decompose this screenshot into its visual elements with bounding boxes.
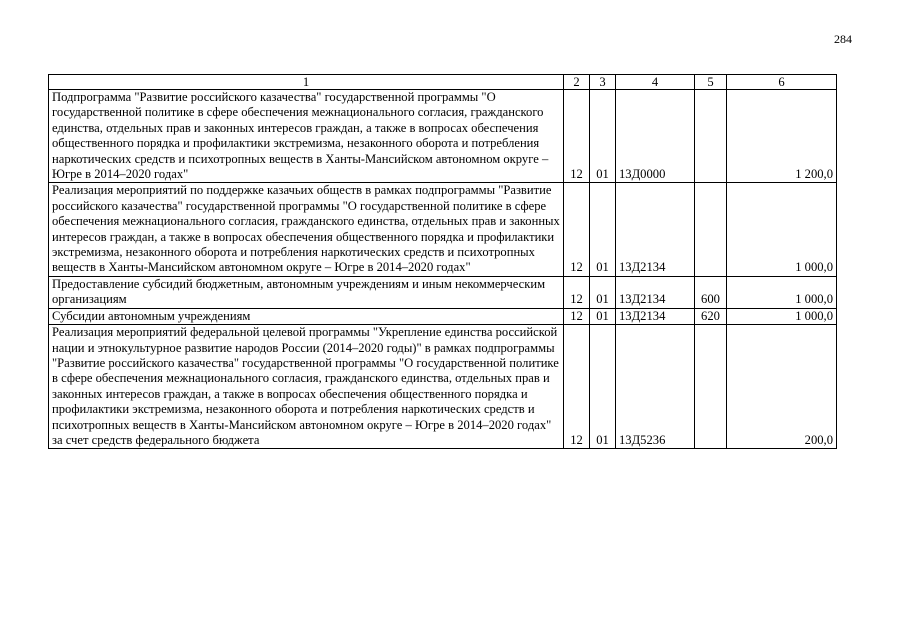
table-row [49,276,837,308]
page-number: 284 [834,32,852,46]
budget-table [48,74,837,449]
row-description: Подпрограмма "Развитие российского казачества" государственной программы "О государственной политике в сфере обеспечения межнационального согласия, гражданского единства, отдельных прав и законных интересов граждан, а также в вопросах обеспечения общественного порядка и профилактики экстремизма, незаконного оборота и потребления наркотических средств и психотропных веществ в Ханты-Мансийском автономном округе – Югре в 2014–2020 годах" [49,90,564,183]
row-amount: 1 000,0 [727,308,837,324]
row-section: 12 [564,183,590,276]
table-row [49,90,837,183]
column-header-4: 4 [616,75,695,90]
column-header-1: 1 [49,75,564,90]
row-expense-type: 600 [695,276,727,308]
row-amount: 1 200,0 [727,90,837,183]
column-header-3: 3 [590,75,616,90]
row-target-item: 13Д0000 [616,90,695,183]
row-target-item: 13Д2134 [616,308,695,324]
row-description: Реализация мероприятий федеральной целевой программы "Укрепление единства российской нации и этнокультурное развитие народов России (2014–2020 годы)" в рамках подпрограммы "Развитие российского казачества" государственной программы "О государственной политике в сфере обеспечения межнационального согласия, гражданского единства, отдельных прав и законных интересов граждан, а также в вопросах обеспечения общественного порядка и профилактики экстремизма, незаконного оборота и потребления наркотических средств и психотропных веществ в Ханты-Мансийском автономном округе – Югре в 2014–2020 годах" за счет средств федерального бюджета [49,325,564,449]
row-subsection: 01 [590,183,616,276]
row-target-item: 13Д5236 [616,325,695,449]
row-section: 12 [564,308,590,324]
row-section: 12 [564,325,590,449]
table-row [49,183,837,276]
row-section: 12 [564,90,590,183]
column-header-6: 6 [727,75,837,90]
column-header-5: 5 [695,75,727,90]
row-expense-type: 620 [695,308,727,324]
row-target-item: 13Д2134 [616,183,695,276]
row-description: Субсидии автономным учреждениям [49,308,564,324]
header-row [49,75,837,90]
row-expense-type [695,90,727,183]
row-expense-type [695,183,727,276]
row-subsection: 01 [590,325,616,449]
row-subsection: 01 [590,276,616,308]
row-subsection: 01 [590,90,616,183]
table-row [49,325,837,449]
row-description: Предоставление субсидий бюджетным, автономным учреждениям и иным некоммерческим организациям [49,276,564,308]
row-amount: 1 000,0 [727,276,837,308]
row-target-item: 13Д2134 [616,276,695,308]
row-subsection: 01 [590,308,616,324]
row-amount: 1 000,0 [727,183,837,276]
row-expense-type [695,325,727,449]
row-amount: 200,0 [727,325,837,449]
row-description: Реализация мероприятий по поддержке казачьих обществ в рамках подпрограммы "Развитие российского казачества" государственной программы "О государственной политике в сфере обеспечения межнационального согласия, гражданского единства, отдельных прав и законных интересов граждан, а также в вопросах обеспечения общественного порядка и профилактики экстремизма, незаконного оборота и потребления наркотических средств и психотропных веществ в Ханты-Мансийском автономном округе – Югре в 2014–2020 годах" [49,183,564,276]
table-row [49,308,837,324]
column-header-2: 2 [564,75,590,90]
row-section: 12 [564,276,590,308]
